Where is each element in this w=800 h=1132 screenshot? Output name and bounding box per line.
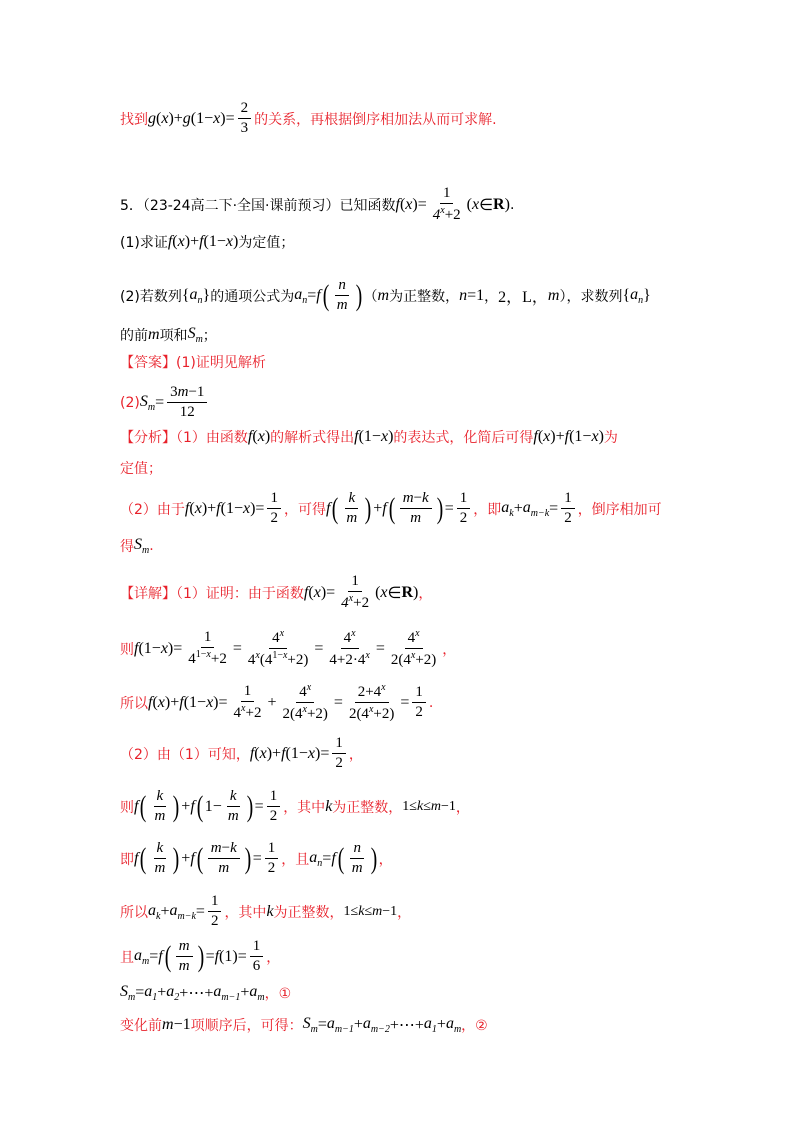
text: 为定值； (238, 235, 295, 251)
text: 的关系，再根据倒序相加法从而可求解. (254, 111, 497, 128)
text: ； (202, 328, 217, 345)
detail-2: 则 f (1− x )= $\frac{1}{4^{1-x}+2}$ = $\frac{4^x}{4^x(4^{1-x}+2)}$ = $\frac{4^x}{4+2\cdot 4^x}$ = $\frac{4^x}{2(4^x+2)}$ ， (120, 628, 457, 669)
analysis-1-cont (120, 458, 700, 478)
text: 的前 (120, 328, 148, 345)
analysis-2: （2）由于 f ( x )+ f (1− x )= $\frac{1}{2}$ ，可得 f ( $\frac{k}{m}$ ) + f ( $\frac{m-k}{m}$ ) = $\frac{1}{2}$ ，即 $a_k$ + $a_{m-k}$ = $\frac{1}{2}$ ，倒序相加可 (120, 490, 662, 527)
text: ， (442, 641, 457, 658)
text: 且 (120, 949, 134, 966)
text: 为 (603, 430, 618, 446)
text: (1)求证 (120, 235, 168, 251)
fraction: $\frac{1}{4^x+2}$ (432, 185, 461, 224)
text: ，其中 (224, 904, 267, 921)
detail-8: 且 $a_m$ = f ( $\frac{m}{m}$ ) = f (1)= $\frac{1}{6}$ ， (120, 938, 281, 975)
text: ， (455, 799, 470, 816)
detail-4: （2）由（1）可知， f ( x )+ f (1− x )= $\frac{1}{2}$ ， (120, 735, 363, 772)
text: 则 (120, 641, 134, 658)
answer-1 (120, 352, 700, 372)
text: ，即 (473, 501, 502, 518)
text: 得 (120, 539, 134, 556)
text: 所以 (120, 904, 148, 921)
text: 【分析】（1）由函数 (120, 430, 248, 446)
text: 为正整数， (332, 799, 403, 816)
text: 的表达式，化简后可得 (393, 430, 534, 446)
part-2-question: (2)若数列 { $a_n$ } 的通项公式为 $a_n$ = f ( $\frac{n}{m}$ ) （ m 为正整数， n =1 ， 2，L， m ），求数列 { $a_n$ } (120, 277, 651, 314)
detail-9: $S_m$ = $a_1$ + $a_2$ +⋯+ $a_{m-1}$ + $a_m$ ，① (120, 983, 292, 1004)
text: . (428, 694, 434, 711)
text: ，倒序相加可 (577, 501, 662, 518)
part-1-question: (1)求证 f ( x )+ f (1− x ) 为定值； (120, 233, 295, 251)
text: ，① (264, 986, 292, 1003)
part-2-question-cont: 的前 m 项和 $S_m$ ； (120, 325, 217, 346)
text: 【详解】（1）证明：由于函数 (120, 585, 304, 602)
text: 定值； (120, 461, 162, 477)
text: ， (484, 288, 499, 305)
text: ），求数列 (559, 288, 623, 305)
text: 的解析式得出 (270, 430, 355, 446)
text: ，② (461, 1018, 488, 1035)
text: ，可得 (283, 501, 326, 518)
text: ， (348, 746, 363, 763)
text: . (149, 538, 154, 555)
detail-3: 所以 f ( x )+ f (1− x )= $\frac{1}{4^x+2}$ + $\frac{4^x}{2(4^x+2)}$ = $\frac{2+4^x}{2(4^x+2)}$ = $\frac{1}{2}$ . (120, 682, 434, 723)
text: 即 (120, 851, 134, 868)
line-1: 找到 g ( x )+ g (1− x )= $\frac{2}{3}$ 的关系，再根据倒序相加法从而可求解. (120, 100, 497, 137)
text: 5．（23-24高二下·全国·课前预习）已知函数 (120, 197, 396, 214)
text: （2）由（1）可知， (120, 746, 250, 763)
text: 为正整数， (273, 904, 344, 921)
detail-7: 所以 $a_k$ + $a_{m-k}$ = $\frac{1}{2}$ ，其中 k 为正整数， 1≤k≤m−1 ， (120, 893, 412, 930)
formula: g (148, 109, 156, 127)
detail-10: 变化前 m−1 项顺序后，可得： $S_m$ = $a_{m-1}$ + $a_{m-2}$ +⋯+ $a_1$ + $a_m$ ，② (120, 1015, 488, 1036)
text: 变化前 (120, 1018, 162, 1035)
text: 项和 (159, 328, 188, 345)
text: (2) (120, 394, 140, 411)
text: ，其中 (283, 799, 326, 816)
answer-2: (2) $S_m$ = $\frac{3m-1}{12}$ (120, 384, 700, 422)
text: ， (266, 949, 281, 966)
text: ， (378, 851, 393, 868)
text: 【答案】(1)证明见解析 (120, 355, 266, 371)
text: . (509, 196, 515, 213)
text: （ (363, 288, 378, 305)
text: ， (418, 585, 433, 602)
text: 为正整数， (389, 288, 460, 305)
analysis-2-cont: 得 $S_m$ . (120, 536, 154, 557)
detail-1: 【详解】（1）证明：由于函数 f ( x )= $\frac{1}{4^x+2}$ ( x ∈ R ) ， (120, 573, 433, 612)
text: 项顺序后，可得： (190, 1018, 303, 1035)
text: （2）由于 (120, 501, 185, 518)
text: 则 (120, 799, 134, 816)
formula: f (395, 195, 400, 213)
analysis-1: 【分析】（1）由函数 f ( x ) 的解析式得出 f (1− x ) 的表达式，化简后可得 f ( x )+ f (1− x ) 为 (120, 428, 618, 446)
detail-6: 即 f ( $\frac{k}{m}$ ) + f ( $\frac{m-k}{m}$ ) = $\frac{1}{2}$ ，且 $a_n$ = f ( $\frac{n}{m}$ ) ， (120, 840, 393, 877)
text: (2)若数列 (120, 288, 182, 305)
text: ， (397, 904, 412, 921)
detail-5: 则 f ( $\frac{k}{m}$ ) + f ( 1− $\frac{k}{m}$ ) = $\frac{1}{2}$ ，其中 k 为正整数， 1≤k≤m−1 ， (120, 788, 470, 825)
problem-5-statement: 5．（23-24高二下·全国·课前预习）已知函数 f ( x )= $\frac{1}{4^x+2}$ ( x ∈ R ) . (120, 185, 515, 224)
fraction: $\frac{2}{3}$ (238, 100, 252, 138)
text: ，且 (281, 851, 310, 868)
text: 找到 (120, 111, 148, 128)
text: 的通项公式为 (210, 288, 295, 305)
text: 所以 (120, 695, 148, 712)
